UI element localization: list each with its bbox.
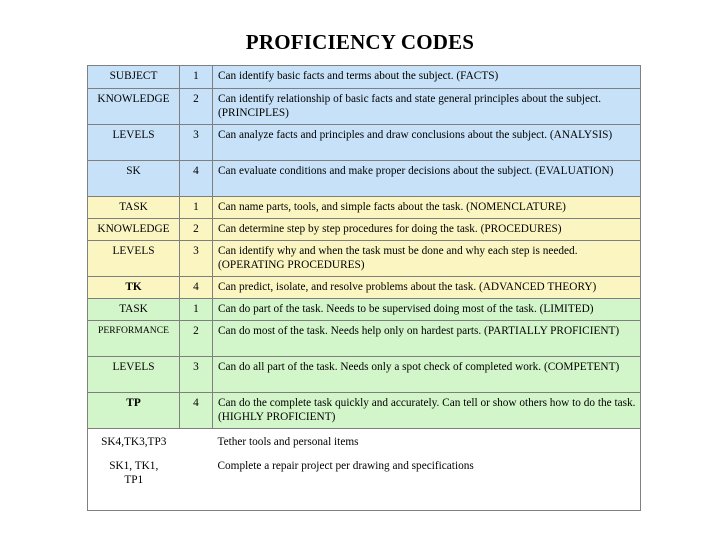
level-number: 4 [180, 393, 213, 429]
level-description: Can do most of the task. Needs help only on hardest parts. (PARTIALLY PROFICIENT) [213, 321, 641, 357]
level-label: TASK [88, 197, 180, 219]
level-number: 3 [180, 125, 213, 161]
level-number: 1 [180, 197, 213, 219]
table-row [88, 125, 641, 161]
level-description: Can determine step by step procedures for doing the task. (PROCEDURES) [213, 219, 641, 241]
level-label: PERFORMANCE [88, 321, 180, 357]
level-description: Can do part of the task. Needs to be supervised doing most of the task. (LIMITED) [213, 299, 641, 321]
table-row [88, 429, 641, 453]
level-label: TASK [88, 299, 180, 321]
table-row [88, 453, 641, 511]
level-label: LEVELS [88, 357, 180, 393]
level-number: 2 [180, 219, 213, 241]
level-number: 2 [180, 321, 213, 357]
level-description: Can identify relationship of basic facts and state general principles about the subject. (PRINCIPLES) [213, 89, 641, 125]
level-number: 3 [180, 357, 213, 393]
table-row [88, 89, 641, 125]
table-row [88, 277, 641, 299]
level-number: 4 [180, 161, 213, 197]
level-label: SUBJECT [88, 66, 180, 89]
table-row [88, 393, 641, 429]
table-row [88, 197, 641, 219]
level-label: KNOWLEDGE [88, 89, 180, 125]
level-number: 3 [180, 241, 213, 277]
requirement-code: SK4,TK3,TP3 [88, 429, 180, 453]
requirement-code: SK1, TK1, TP1 [88, 453, 180, 511]
level-label: SK [88, 161, 180, 197]
table-row [88, 219, 641, 241]
level-description: Can identify basic facts and terms about the subject. (FACTS) [213, 66, 641, 89]
level-number: 1 [180, 66, 213, 89]
level-number: 1 [180, 299, 213, 321]
table-row [88, 321, 641, 357]
table-row [88, 299, 641, 321]
requirement-description: Tether tools and personal items [213, 429, 641, 453]
level-label: TK [88, 277, 180, 299]
level-label: LEVELS [88, 125, 180, 161]
level-description: Can do all part of the task. Needs only a spot check of completed work. (COMPETENT) [213, 357, 641, 393]
level-description: Can name parts, tools, and simple facts about the task. (NOMENCLATURE) [213, 197, 641, 219]
requirement-description: Complete a repair project per drawing and specifications [213, 453, 641, 511]
table-row [88, 161, 641, 197]
table-row [88, 66, 641, 89]
level-label: KNOWLEDGE [88, 219, 180, 241]
level-description: Can identify why and when the task must be done and why each step is needed. (OPERATING PROCEDURES) [213, 241, 641, 277]
table-row [88, 357, 641, 393]
level-number: 2 [180, 89, 213, 125]
level-description: Can evaluate conditions and make proper decisions about the subject. (EVALUATION) [213, 161, 641, 197]
level-description: Can predict, isolate, and resolve problems about the task. (ADVANCED THEORY) [213, 277, 641, 299]
table-row [88, 241, 641, 277]
level-number: 4 [180, 277, 213, 299]
level-description: Can analyze facts and principles and draw conclusions about the subject. (ANALYSIS) [213, 125, 641, 161]
level-description: Can do the complete task quickly and accurately. Can tell or show others how to do the task. (HIGHLY PROFICIENT) [213, 393, 641, 429]
proficiency-codes-table [87, 65, 641, 511]
level-label: TP [88, 393, 180, 429]
level-label: LEVELS [88, 241, 180, 277]
page-title: PROFICIENCY CODES [245, 30, 475, 54]
